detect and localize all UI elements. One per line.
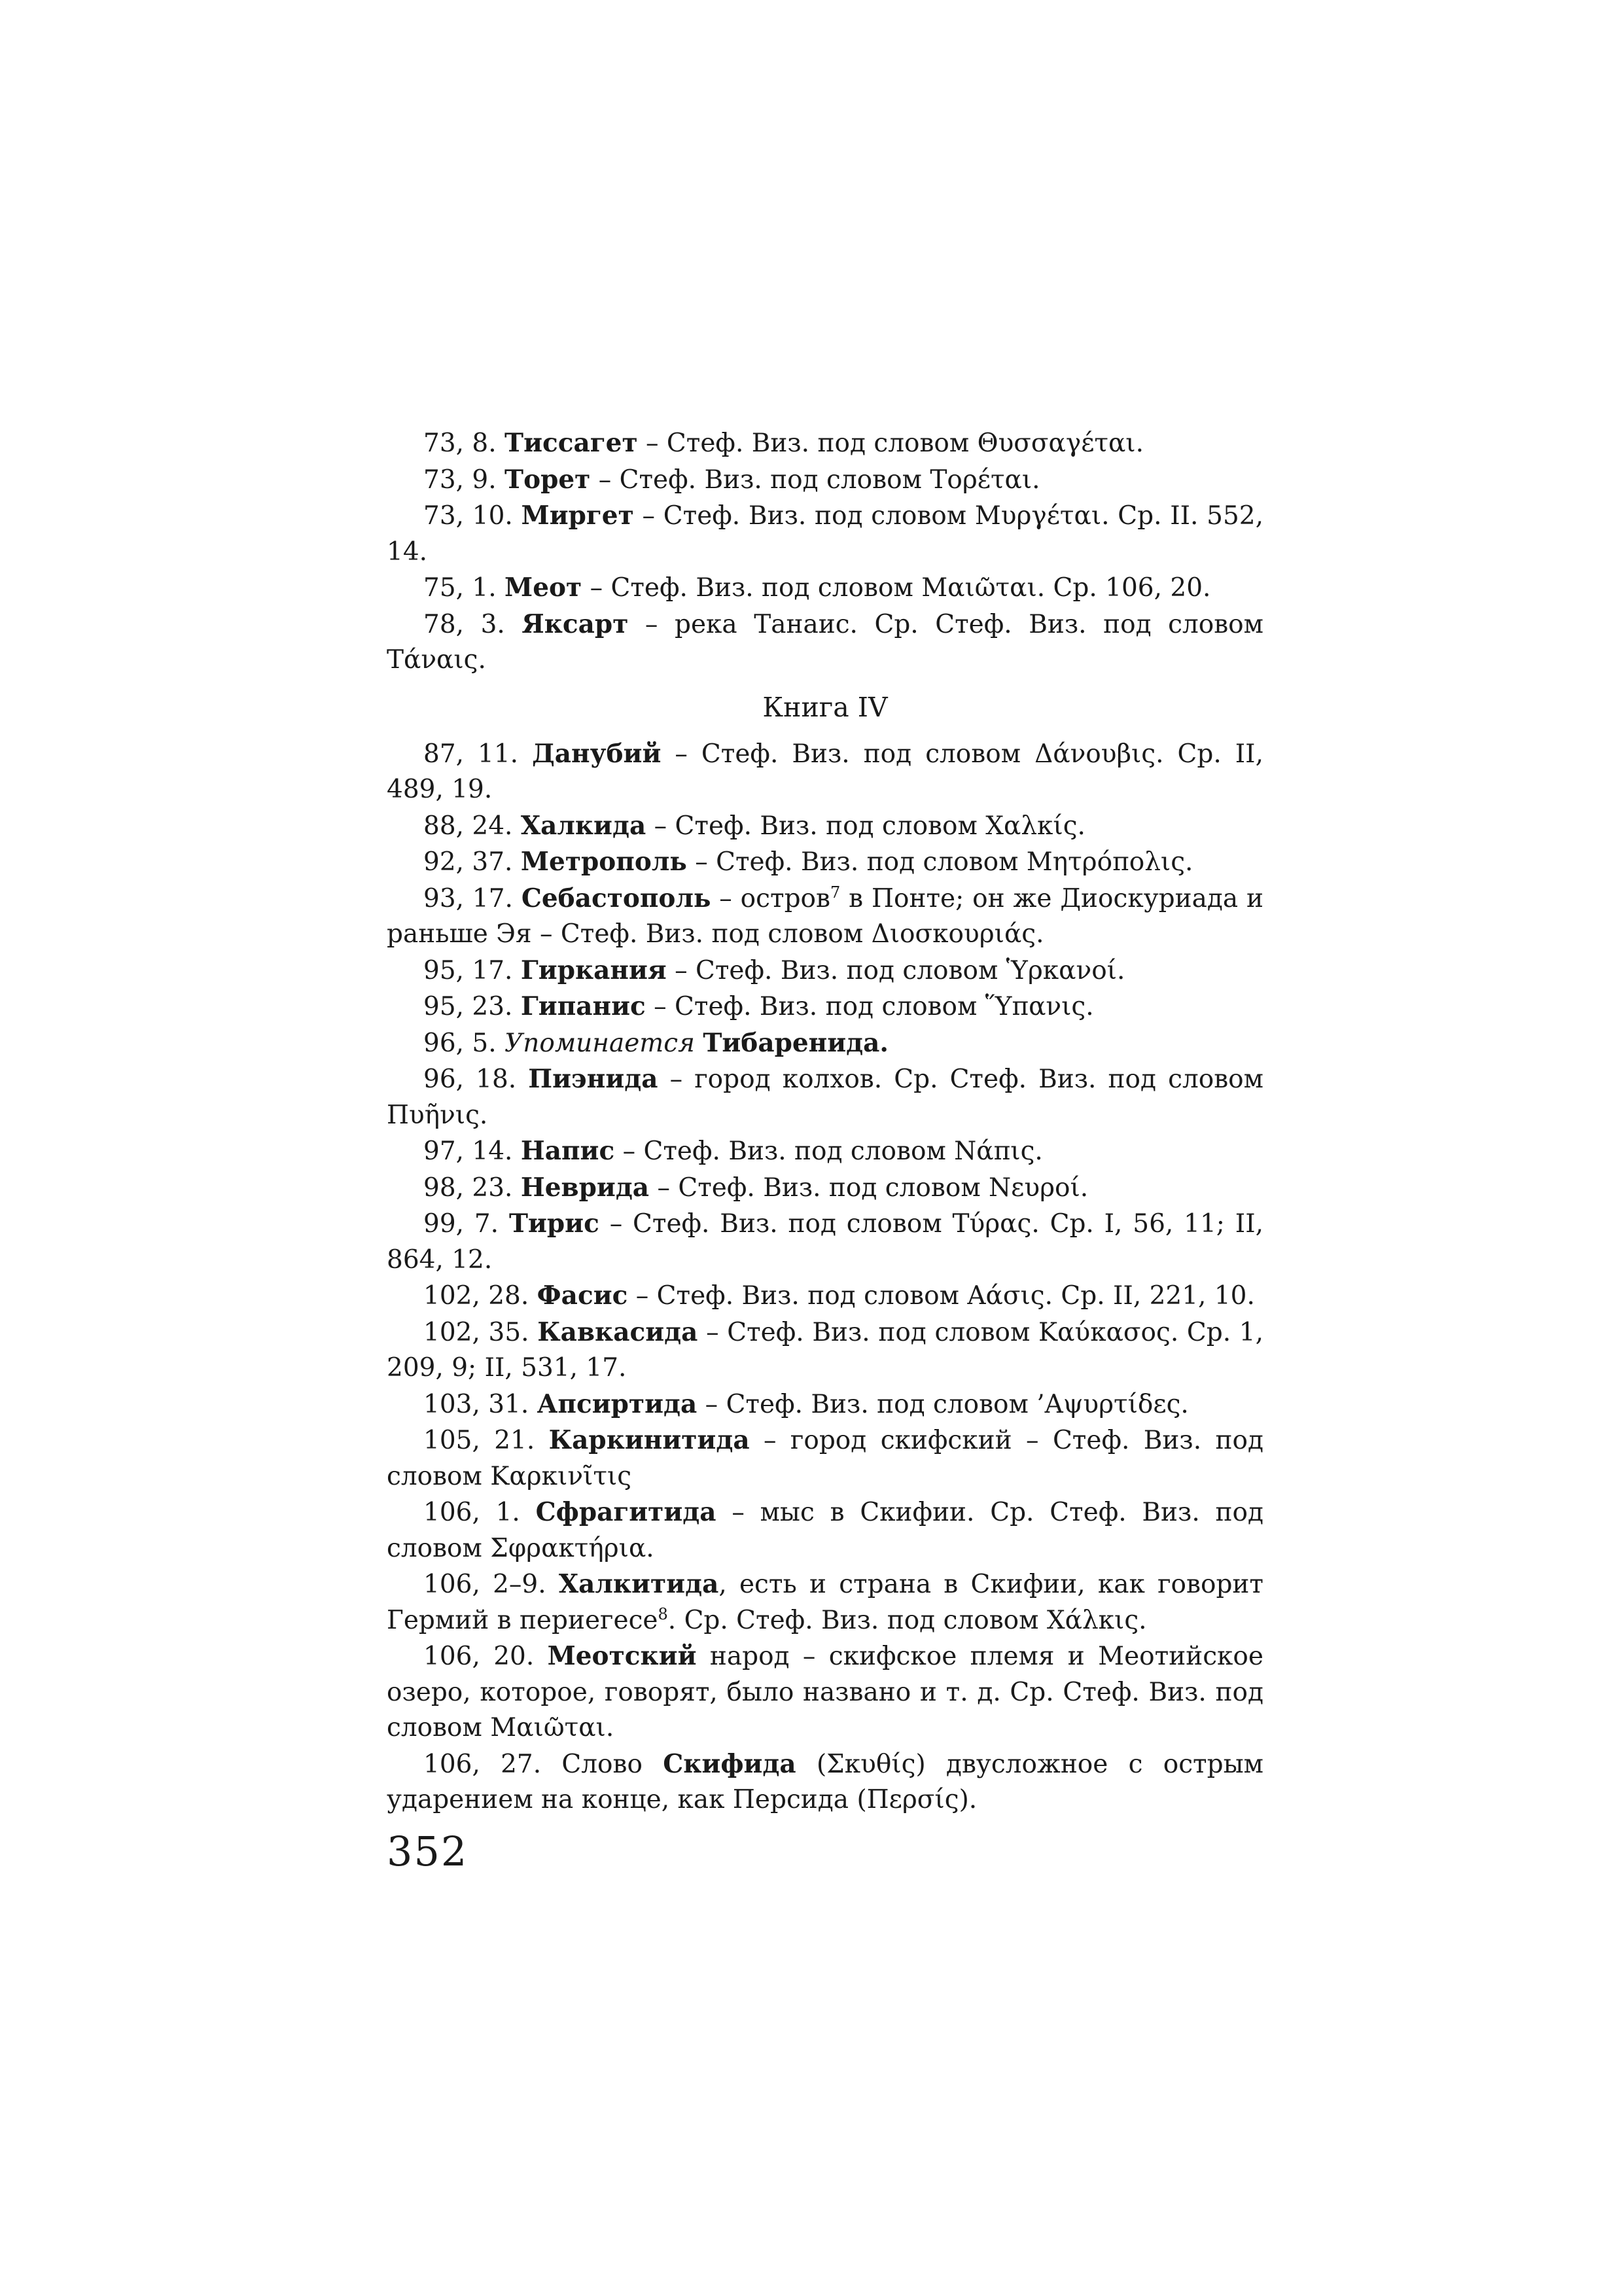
entry-term: Тирис [508,1209,599,1239]
footnote-marker: 8 [658,1604,668,1623]
entry-term: Метрополь [520,847,687,877]
entry-reference: 105, 21. [423,1426,535,1455]
entry-reference: 106, 1. [423,1498,520,1527]
entry [387,1315,1263,1386]
entry-text: – Стеф. Виз. под словом Μητρόπολις. [686,847,1193,877]
entry-reference: 73, 9. [423,465,497,495]
entry-text: – остров [711,883,830,913]
entry-text: , есть и страна в Скифии, как говорит Гермий в периегесе [387,1570,1263,1635]
entry-reference: 102, 35. [423,1317,529,1347]
entry-term: Тиссагет [504,428,638,458]
entry-text: – Стеф. Виз. под словом ’Αψυρτίδες. [697,1389,1189,1419]
entry-term: Халкитида [558,1569,719,1599]
entry [387,736,1263,808]
entry-term: Себастополь [521,883,711,913]
entry-text: – Стеф. Виз. под словом Νάπις. [614,1137,1043,1166]
entry-term: Пиэнида [528,1064,658,1094]
entry-text: . Ср. Стеф. Виз. под словом Χάλκις. [667,1605,1147,1635]
page-number: 352 [387,1828,468,1875]
entry-reference: 106, 2–9. [423,1570,546,1599]
entry-term: Фасис [537,1280,628,1311]
entry [387,1386,1263,1423]
entry-emphasis: Упоминается [504,1028,695,1058]
entry-text: – Стеф. Виз. под словом Ὕπανις. [645,992,1094,1021]
entry-term: Данубий [532,738,662,769]
entry-reference: 88, 24. [423,811,513,841]
entry [387,881,1263,953]
entry [387,989,1263,1025]
entry [387,808,1263,845]
entry-text: – Стеф. Виз. под словом Νευροί. [649,1173,1089,1203]
entry [387,462,1263,499]
entry-reference: 95, 17. [423,955,513,985]
entry-term: Миргет [521,501,634,531]
entry-reference: 99, 7. [423,1209,499,1239]
entry-text: народ – скифское племя и Меотийское озеро, которое, говорят, было названо и т. д. Ср. Стеф. Виз. под словом Μαιῶται. [387,1642,1263,1742]
entry [387,1061,1263,1133]
entry-term: Тибаренида. [703,1027,889,1058]
entry-term: Гипанис [520,991,646,1021]
entry-reference: 97, 14. [423,1137,513,1166]
entry [387,425,1263,462]
entry-reference: 106, 27. [423,1749,542,1779]
entry [387,1638,1263,1746]
entry-term: Халкида [520,810,646,841]
entry [387,1025,1263,1062]
entry-reference: 106, 20. [423,1642,535,1671]
entry-reference: 102, 28. [423,1281,529,1311]
entry-reference: 98, 23. [423,1173,513,1203]
entry-text: (Σκυθίς) двусложное с острым ударением на конце, как Персида (Περσίς). [387,1749,1263,1814]
entry [387,1746,1263,1818]
entry-reference: 78, 3. [423,609,505,639]
entry-reference: 96, 5. [423,1028,497,1058]
entry-reference: 96, 18. [423,1065,517,1094]
entry [387,1422,1263,1494]
entry-text: – Стеф. Виз. под словом Χαλκίς. [646,811,1086,841]
entry-text: – Стеф. Виз. под словом Τύρας. Ср. I, 56, 11; II, 864, 12. [387,1209,1263,1275]
entry-text: – Стеф. Виз. под словом Αάσις. Ср. II, 221, 10. [627,1281,1255,1311]
entry-term: Сфрагитида [535,1497,716,1527]
entry [387,844,1263,881]
entry-term: Кавкасида [537,1316,698,1347]
entry-text: – Стеф. Виз. под словом Θυσσαγέται. [637,429,1144,458]
entry-text: – город колхов. Ср. Стеф. Виз. под словом Πυῆνις. [387,1065,1263,1130]
entry-text: – Стеф. Виз. под словом Μυργέται. Ср. II. 552, 14. [387,501,1263,567]
entry-term: Скифида [663,1748,796,1779]
entry [387,570,1263,607]
entry-term: Неврида [520,1172,650,1203]
entry-term: Апсиртида [537,1388,697,1419]
entry-reference: 87, 11. [423,739,519,769]
entry [387,1566,1263,1638]
entry-term: Меот [504,573,582,603]
entry [387,1170,1263,1207]
entry-term: Торет [504,464,591,495]
entry-reference: 73, 8. [423,429,497,458]
entry [387,1494,1263,1566]
entry-text: в Понте; он же Диоскуриада и раньше Эя – Стеф. Виз. под словом Διοσκουριάς. [387,883,1264,949]
entry-reference: 92, 37. [423,847,513,877]
entry-text: – река Танаис. Ср. Стеф. Виз. под словом Τάναις. [387,609,1264,675]
section-heading: Книга IV [762,691,888,723]
entry-text: – город скифский – Стеф. Виз. под словом Καρκινῖτις [387,1426,1263,1491]
entry-reference: 103, 31. [423,1389,529,1419]
entry-lead: Слово [561,1749,643,1779]
entry [387,1133,1263,1170]
entries-after-heading [387,736,1263,1818]
entry-text: – Стеф. Виз. под словом Μαιῶται. Ср. 106, 20. [582,573,1211,603]
entry-term: Каркинитида [548,1425,750,1455]
entry-reference: 75, 1. [423,573,497,603]
entry [387,607,1263,679]
footnote-marker: 7 [830,883,841,902]
entry-text: – Стеф. Виз. под словом Ὑρκανοί. [666,955,1125,985]
entry [387,498,1263,570]
entry [387,1206,1263,1278]
entry [387,1278,1263,1315]
entry-reference: 93, 17. [423,883,513,913]
entry-text: – мыс в Скифии. Ср. Стеф. Виз. под словом Σφρακτήρια. [387,1498,1263,1563]
entry-term: Яксарт [521,609,629,639]
entries-before-heading [387,425,1263,679]
entry-term: Меотский [547,1641,697,1671]
entry-text: – Стеф. Виз. под словом Τορέται. [590,465,1040,495]
entry-reference: 73, 10. [423,501,513,531]
entry-text: – Стеф. Виз. под словом Δάνουβις. Ср. II, 489, 19. [387,739,1263,804]
entry-reference: 95, 23. [423,992,513,1021]
entry-term: Гиркания [520,955,667,985]
text-column [387,425,1263,1818]
entry [387,953,1263,989]
entry-term: Напис [520,1136,615,1166]
entry-text: – Стеф. Виз. под словом Καύκασος. Ср. 1, 209, 9; II, 531, 17. [387,1317,1263,1383]
